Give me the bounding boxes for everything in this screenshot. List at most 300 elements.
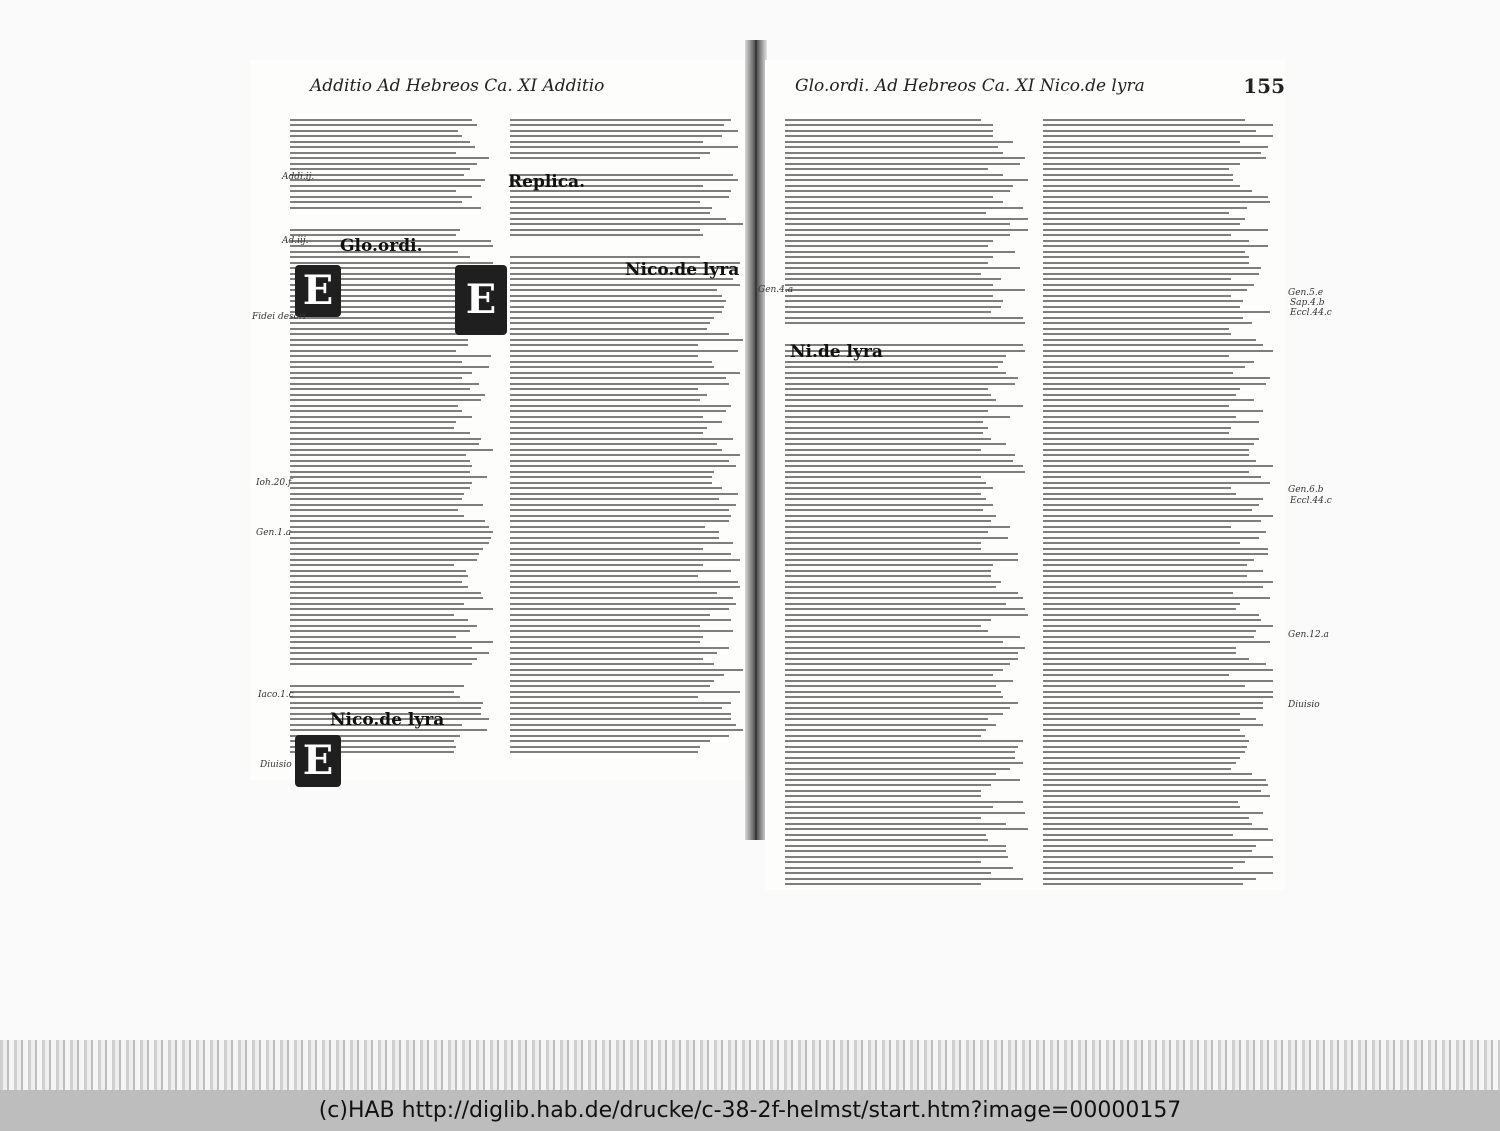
text-line: [1043, 300, 1243, 302]
text-line: [785, 509, 983, 511]
text-line: [510, 322, 710, 324]
text-line: [510, 691, 740, 693]
text-line: [785, 152, 1003, 154]
text-line: [1043, 603, 1240, 605]
right-running-head: Glo.ordi. Ad Hebreos Ca. XI Nico.de lyra: [795, 76, 1145, 96]
text-line: [510, 746, 700, 748]
text-line: [290, 207, 481, 209]
text-line: [1043, 625, 1273, 627]
text-line: [1043, 465, 1273, 467]
margin-note: Ioh.20.f: [256, 478, 292, 488]
text-line: [1043, 163, 1240, 165]
heading-replica: Replica.: [508, 172, 586, 192]
text-line: [510, 564, 703, 566]
text-line: [785, 223, 1010, 225]
text-line: [510, 476, 712, 478]
text-line: [510, 124, 724, 126]
text-line: [785, 311, 991, 313]
text-line: [510, 504, 736, 506]
text-line: [510, 570, 731, 572]
text-line: [785, 218, 1028, 220]
text-line: [1043, 630, 1256, 632]
left-page-column-1: [290, 115, 495, 775]
text-line: [785, 366, 998, 368]
text-line: [1043, 674, 1229, 676]
text-line: [510, 311, 722, 313]
text-line: [510, 581, 738, 583]
text-line: [510, 306, 724, 308]
text-line: [510, 207, 712, 209]
text-line: [785, 201, 1003, 203]
text-line: [510, 416, 703, 418]
text-line: [785, 823, 1006, 825]
text-line: [510, 636, 703, 638]
text-line: [290, 427, 454, 429]
text-line: [290, 460, 470, 462]
text-line: [785, 515, 996, 517]
text-line: [1043, 168, 1229, 170]
text-line: [1043, 119, 1245, 121]
text-line: [1043, 185, 1240, 187]
text-line: [1043, 328, 1229, 330]
text-line: [1043, 872, 1273, 874]
text-line: [1043, 333, 1231, 335]
text-line: [785, 443, 1006, 445]
text-line: [510, 410, 726, 412]
text-line: [1043, 757, 1240, 759]
text-line: [290, 185, 481, 187]
text-line: [1043, 570, 1263, 572]
text-line: [510, 542, 733, 544]
text-line: [1043, 845, 1256, 847]
text-line: [1043, 861, 1245, 863]
text-line: [1043, 559, 1254, 561]
text-line: [1043, 608, 1236, 610]
text-line: [510, 680, 714, 682]
text-line: [1043, 828, 1268, 830]
text-line: [290, 586, 468, 588]
text-line: [510, 702, 731, 704]
text-line: [1043, 663, 1266, 665]
text-line: [785, 454, 1015, 456]
text-line: [785, 713, 1003, 715]
text-line: [1043, 801, 1238, 803]
text-line: [290, 471, 470, 473]
margin-note: Gen.6.b: [1288, 485, 1324, 495]
text-line: [1043, 196, 1268, 198]
text-line: [1043, 564, 1247, 566]
text-line: [1043, 647, 1236, 649]
text-line: [1043, 245, 1268, 247]
text-line: [785, 537, 1008, 539]
folio-number: 155: [1243, 74, 1285, 98]
text-line: [510, 537, 719, 539]
text-line: [510, 493, 738, 495]
text-line: [510, 641, 700, 643]
text-line: [1043, 361, 1254, 363]
text-line: [785, 867, 1013, 869]
text-line: [1043, 179, 1233, 181]
text-line: [785, 559, 1018, 561]
left-page-column-2: [510, 115, 745, 775]
text-line: [290, 509, 458, 511]
text-line: [290, 179, 485, 181]
book-gutter: [745, 40, 767, 840]
text-line: [1043, 317, 1243, 319]
text-line: [785, 256, 993, 258]
text-line: [1043, 718, 1256, 720]
text-line: [785, 388, 988, 390]
text-line: [510, 548, 703, 550]
text-line: [510, 377, 726, 379]
text-line: [510, 256, 700, 258]
text-line: [510, 234, 703, 236]
text-line: [290, 383, 479, 385]
text-line: [1043, 152, 1261, 154]
text-line: [510, 300, 726, 302]
text-line: [1043, 685, 1245, 687]
text-line: [785, 702, 1018, 704]
text-line: [290, 322, 466, 324]
text-line: [290, 702, 483, 704]
text-line: [1043, 251, 1245, 253]
text-line: [1043, 366, 1245, 368]
text-line: [510, 146, 738, 148]
margin-note: Gen.1.a: [256, 528, 292, 538]
text-line: [510, 317, 714, 319]
text-line: [785, 784, 991, 786]
text-line: [785, 724, 996, 726]
text-line: [1043, 526, 1231, 528]
text-line: [785, 273, 981, 275]
text-line: [510, 575, 698, 577]
text-line: [785, 581, 1001, 583]
text-line: [290, 520, 485, 522]
text-line: [1043, 311, 1270, 313]
text-line: [1043, 410, 1263, 412]
text-line: [785, 531, 988, 533]
text-line: [510, 740, 710, 742]
text-line: [1043, 201, 1270, 203]
text-line: [1043, 746, 1247, 748]
text-line: [785, 647, 1025, 649]
text-line: [1043, 130, 1256, 132]
text-line: [785, 427, 988, 429]
heading-nico-de-lyra: Nico.de lyra: [625, 260, 740, 280]
text-line: [785, 680, 1013, 682]
text-line: [510, 460, 729, 462]
text-line: [290, 339, 468, 341]
text-line: [785, 212, 986, 214]
text-line: [785, 658, 1018, 660]
text-line: [510, 669, 743, 671]
text-line: [785, 482, 986, 484]
margin-note: Gen.5.e: [1288, 288, 1324, 298]
text-line: [785, 801, 1023, 803]
text-line: [785, 190, 1010, 192]
text-line: [1043, 795, 1270, 797]
text-line: [290, 548, 483, 550]
text-line: [510, 295, 722, 297]
text-line: [1043, 823, 1252, 825]
text-line: [510, 366, 714, 368]
text-line: [290, 482, 472, 484]
text-line: [290, 355, 491, 357]
text-line: [290, 135, 462, 137]
text-line: [290, 581, 462, 583]
text-line: [785, 421, 983, 423]
text-line: [1043, 487, 1231, 489]
text-line: [1043, 284, 1254, 286]
text-line: [785, 300, 1003, 302]
text-line: [510, 487, 722, 489]
text-line: [510, 658, 703, 660]
text-line: [290, 449, 493, 451]
text-line: [510, 196, 729, 198]
text-line: [785, 625, 981, 627]
text-line: [510, 652, 717, 654]
text-line: [290, 652, 489, 654]
text-line: [510, 361, 712, 363]
text-line: [785, 592, 1018, 594]
text-line: [290, 256, 470, 258]
text-line: [510, 157, 700, 159]
text-line: [1043, 212, 1229, 214]
text-line: [785, 768, 1010, 770]
text-line: [785, 399, 996, 401]
text-line: [510, 229, 700, 231]
text-line: [1043, 443, 1254, 445]
text-line: [510, 707, 722, 709]
text-line: [785, 383, 1015, 385]
text-line: [510, 559, 740, 561]
text-line: [785, 295, 993, 297]
text-line: [1043, 691, 1273, 693]
text-line: [785, 289, 1025, 291]
text-line: [1043, 537, 1259, 539]
text-line: [1043, 779, 1266, 781]
text-line: [1043, 515, 1273, 517]
text-line: [510, 647, 729, 649]
text-line: [290, 432, 470, 434]
text-line: [290, 366, 489, 368]
text-line: [785, 746, 1018, 748]
text-line: [785, 878, 1023, 880]
text-line: [1043, 614, 1259, 616]
text-line: [510, 520, 729, 522]
text-line: [290, 526, 489, 528]
text-line: [785, 608, 1025, 610]
text-line: [785, 850, 1006, 852]
text-line: [1043, 575, 1247, 577]
text-line: [1043, 372, 1233, 374]
margin-note: Diuisio: [1288, 700, 1320, 710]
text-line: [1043, 267, 1261, 269]
text-line: [1043, 498, 1263, 500]
text-line: [290, 542, 489, 544]
text-line: [785, 471, 1025, 473]
text-line: [785, 586, 996, 588]
text-line: [785, 729, 986, 731]
text-line: [510, 388, 698, 390]
text-line: [785, 641, 1003, 643]
text-line: [510, 729, 743, 731]
text-line: [510, 289, 717, 291]
text-line: [785, 460, 1013, 462]
text-line: [785, 185, 1013, 187]
text-line: [785, 449, 981, 451]
text-line: [1043, 817, 1249, 819]
text-line: [785, 828, 1028, 830]
text-line: [1043, 581, 1273, 583]
text-line: [290, 410, 462, 412]
text-line: [785, 707, 1010, 709]
text-line: [290, 350, 456, 352]
heading-ni-de-lyra: Ni.de lyra: [790, 342, 883, 362]
text-line: [510, 465, 736, 467]
text-line: [1043, 416, 1236, 418]
text-line: [1043, 790, 1261, 792]
text-line: [510, 344, 698, 346]
text-line: [1043, 531, 1266, 533]
text-line: [785, 207, 1023, 209]
text-line: [785, 146, 998, 148]
text-line: [785, 487, 993, 489]
text-line: [785, 410, 988, 412]
text-line: [510, 141, 703, 143]
text-line: [1043, 553, 1268, 555]
text-line: [785, 416, 1010, 418]
text-line: [290, 465, 472, 467]
text-line: [290, 416, 472, 418]
text-line: [785, 498, 986, 500]
text-line: [785, 245, 988, 247]
text-line: [510, 586, 740, 588]
text-line: [290, 619, 468, 621]
text-line: [290, 597, 483, 599]
text-line: [510, 625, 700, 627]
text-line: [290, 537, 491, 539]
left-running-head: Additio Ad Hebreos Ca. XI Additio: [310, 76, 605, 96]
text-line: [510, 333, 729, 335]
text-line: [1043, 273, 1259, 275]
text-line: [290, 663, 472, 665]
text-line: [510, 212, 710, 214]
text-line: [1043, 740, 1249, 742]
text-line: [785, 619, 991, 621]
text-line: [1043, 619, 1261, 621]
text-line: [785, 652, 1018, 654]
text-line: [510, 454, 740, 456]
heading-nico-de-lyra-lower: Nico.de lyra: [330, 710, 445, 730]
text-line: [510, 685, 710, 687]
text-line: [785, 779, 1020, 781]
text-line: [785, 751, 1015, 753]
text-line: [785, 130, 993, 132]
text-line: [1043, 696, 1273, 698]
text-line: [1043, 509, 1252, 511]
text-line: [785, 762, 1023, 764]
text-line: [785, 267, 1020, 269]
text-line: [785, 322, 1025, 324]
text-line: [785, 740, 1023, 742]
text-line: [510, 498, 719, 500]
text-line: [785, 394, 991, 396]
text-line: [1043, 707, 1263, 709]
left-page: [250, 60, 745, 784]
text-line: [1043, 350, 1273, 352]
text-line: [785, 251, 1015, 253]
text-line: [510, 515, 731, 517]
text-line: [1043, 146, 1268, 148]
text-line: [785, 141, 1013, 143]
text-line: [1043, 240, 1249, 242]
text-line: [785, 553, 1018, 555]
text-line: [1043, 542, 1240, 544]
text-line: [1043, 432, 1229, 434]
text-line: [1043, 482, 1270, 484]
text-line: [1043, 394, 1236, 396]
text-line: [785, 806, 993, 808]
text-line: [1043, 867, 1233, 869]
text-line: [290, 696, 460, 698]
text-line: [290, 443, 479, 445]
text-line: [785, 542, 981, 544]
text-line: [510, 350, 738, 352]
text-line: [785, 773, 996, 775]
text-line: [785, 839, 988, 841]
text-line: [510, 553, 731, 555]
text-line: [785, 520, 991, 522]
text-line: [290, 174, 464, 176]
text-line: [785, 570, 991, 572]
margin-note: Gen.4.a: [758, 285, 794, 295]
text-line: [510, 597, 733, 599]
text-line: [785, 856, 1008, 858]
margin-note: Addi.ij.: [282, 172, 315, 182]
text-line: [290, 592, 481, 594]
text-line: [510, 201, 700, 203]
text-line: [290, 564, 454, 566]
text-line: [785, 157, 1025, 159]
text-line: [1043, 124, 1273, 126]
text-line: [1043, 812, 1263, 814]
text-line: [510, 328, 707, 330]
text-line: [1043, 223, 1240, 225]
text-line: [1043, 476, 1261, 478]
text-line: [1043, 174, 1233, 176]
text-line: [785, 377, 1018, 379]
margin-note: Sap.4.b: [1290, 298, 1325, 308]
text-line: [785, 240, 993, 242]
text-line: [785, 317, 1023, 319]
text-line: [785, 229, 1028, 231]
text-line: [1043, 460, 1256, 462]
text-line: [785, 278, 1001, 280]
text-line: [1043, 262, 1249, 264]
text-line: [1043, 454, 1249, 456]
text-line: [290, 372, 472, 374]
text-line: [290, 630, 470, 632]
text-line: [785, 757, 1015, 759]
scan-edge-band: [0, 1040, 1500, 1090]
text-line: [290, 647, 472, 649]
text-line: [290, 399, 481, 401]
text-line: [1043, 806, 1240, 808]
text-line: [290, 454, 466, 456]
decorated-initial-large: E: [455, 265, 507, 335]
text-line: [510, 663, 714, 665]
